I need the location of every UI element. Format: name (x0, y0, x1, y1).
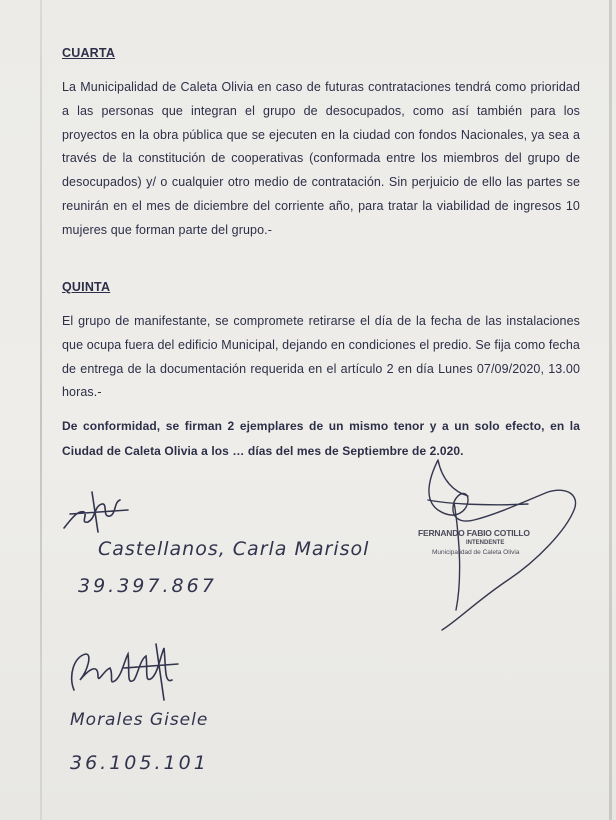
clause-quinta-heading: QUINTA (62, 280, 111, 294)
page-fold-line (40, 0, 42, 820)
signatory-1-name: Castellanos, Carla Marisol (98, 538, 370, 560)
signatory-2-id: 36.105.101 (70, 752, 209, 774)
clause-quinta-body: El grupo de manifestante, se compromete retirarse el día de la fecha de las instalaciones que ocupa fuera del edificio Municipal, dejando en condiciones el predio. Se fija como fecha de entrega de la documentación requerida en el artículo 2 en día Lunes 07/09/2020, 13.00 horas.- (62, 314, 580, 400)
signature-castellanos (58, 488, 138, 538)
signature-intendente (398, 440, 598, 640)
conformity-statement: De conformidad, se firman 2 ejemplares de un mismo tenor y a un solo efecto, en la Ciudad de Caleta Olivia a los … días del mes de Septiembre de 2.020. (62, 419, 580, 458)
clause-cuarta-heading: CUARTA (62, 46, 116, 60)
signature-morales (64, 640, 194, 704)
clause-cuarta-body: La Municipalidad de Caleta Olivia en caso de futuras contrataciones tendrá como prioridad a las personas que integran el grupo de desocupados, como así también para los proyectos en la obra pública que se ejecuten en la ciudad con fondos Nacionales, ya sea a través de la constitución de cooperativas (conformada entre los miembros del grupo de desocupados) y/ o cualquier otro medio de contratación. Sin perjuicio de ello las partes se reunirán en el mes de diciembre del corriente año, para tratar la viabilidad de ingresos 10 mujeres que forman parte del grupo.- (62, 80, 580, 237)
signatory-2-name: Morales Gisele (70, 710, 209, 730)
stamp-official-title: INTENDENTE (466, 540, 505, 546)
signatory-1-id: 39.397.867 (78, 575, 217, 597)
page-edge-shadow (609, 0, 612, 820)
stamp-institution: Municipalidad de Caleta Olivia (432, 549, 520, 556)
stamp-official-name: FERNANDO FABIO COTILLO (418, 528, 530, 538)
